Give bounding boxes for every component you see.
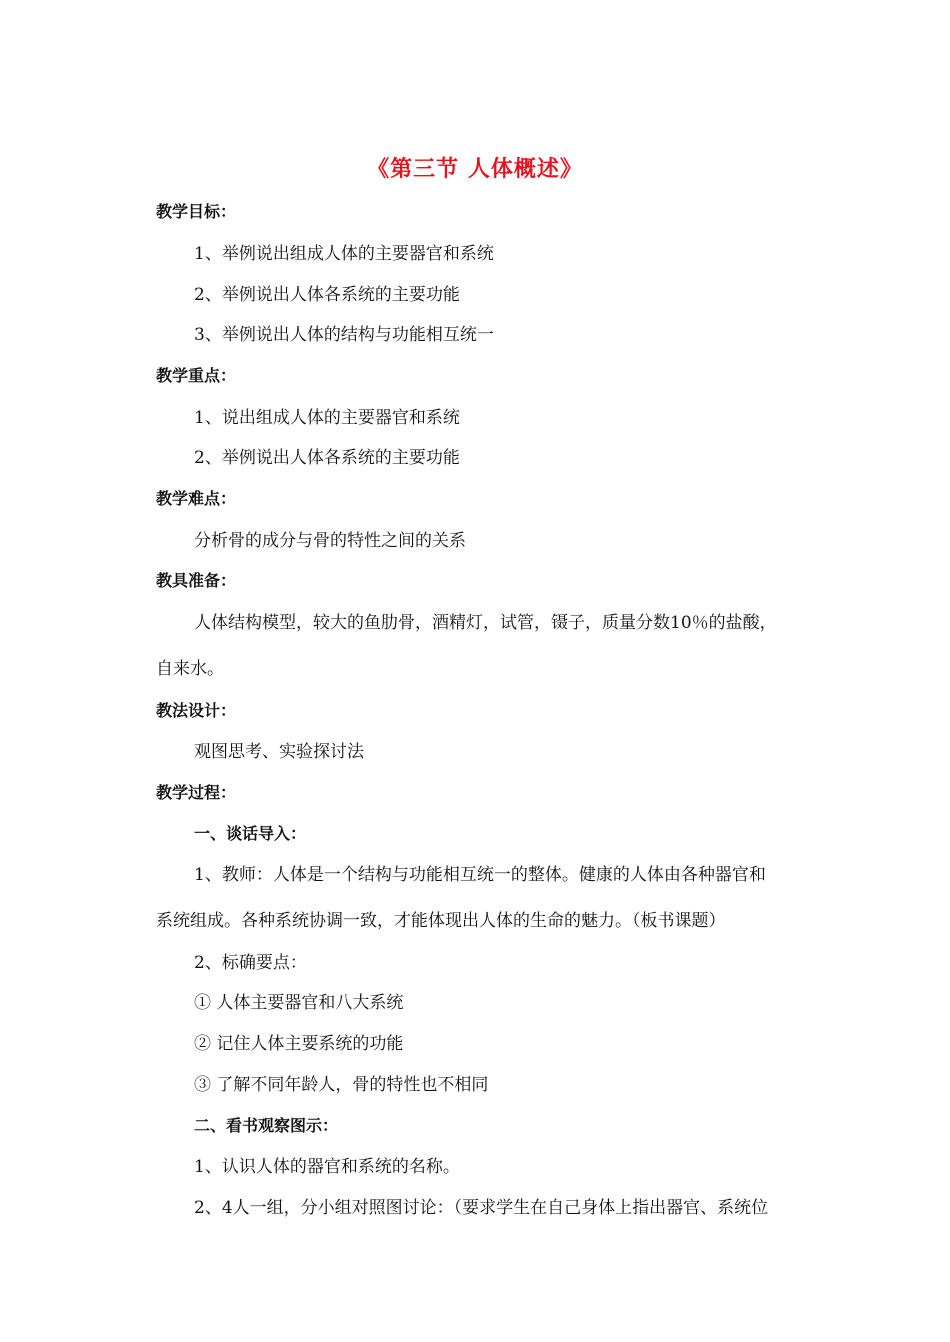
process-part2-point: 1、认识人体的器官和系统的名称。 (194, 1157, 460, 1177)
process-bullet: ① 人体主要器官和八大系统 (194, 993, 404, 1013)
process-bullet: ③ 了解不同年龄人，骨的特性也不相同 (194, 1075, 489, 1095)
process-part2-heading: 二、看书观察图示： (194, 1116, 339, 1135)
process-part2-point: 2、4人一组，分小组对照图讨论：（要求学生在自己身体上指出器官、系统位 (194, 1198, 769, 1218)
objective-item: 1、举例说出组成人体的主要器官和系统 (194, 244, 494, 264)
process-part1-point: 2、标确要点： (194, 953, 307, 973)
objective-item: 2、举例说出人体各系统的主要功能 (194, 285, 460, 305)
difficulty-item: 分析骨的成分与骨的特性之间的关系 (194, 531, 466, 551)
key-points-heading: 教学重点： (156, 366, 237, 385)
objective-item: 3、举例说出人体的结构与功能相互统一 (194, 325, 494, 345)
materials-heading: 教具准备： (156, 571, 237, 590)
document-title: 《第三节 人体概述》 (367, 157, 583, 182)
objectives-heading: 教学目标： (156, 202, 237, 221)
process-heading: 教学过程： (156, 783, 237, 802)
process-part1-heading: 一、谈话导入： (194, 824, 307, 843)
process-part1-paragraph-line2: 系统组成。各种系统协调一致，才能体现出人体的生命的魅力。（板书课题） (156, 911, 726, 931)
methods-heading: 教法设计： (156, 701, 237, 720)
method-item: 观图思考、实验探讨法 (194, 742, 364, 762)
key-point-item: 2、举例说出人体各系统的主要功能 (194, 448, 460, 468)
materials-text-line2: 自来水。 (156, 659, 224, 679)
process-part1-paragraph-line1: 1、教师：人体是一个结构与功能相互统一的整体。健康的人体由各种器官和 (194, 865, 766, 885)
key-point-item: 1、说出组成人体的主要器官和系统 (194, 408, 460, 428)
difficulties-heading: 教学难点： (156, 489, 237, 508)
materials-text-line1: 人体结构模型，较大的鱼肋骨，酒精灯，试管，镊子，质量分数10％的盐酸， (194, 613, 777, 633)
process-bullet: ② 记住人体主要系统的功能 (194, 1034, 404, 1054)
